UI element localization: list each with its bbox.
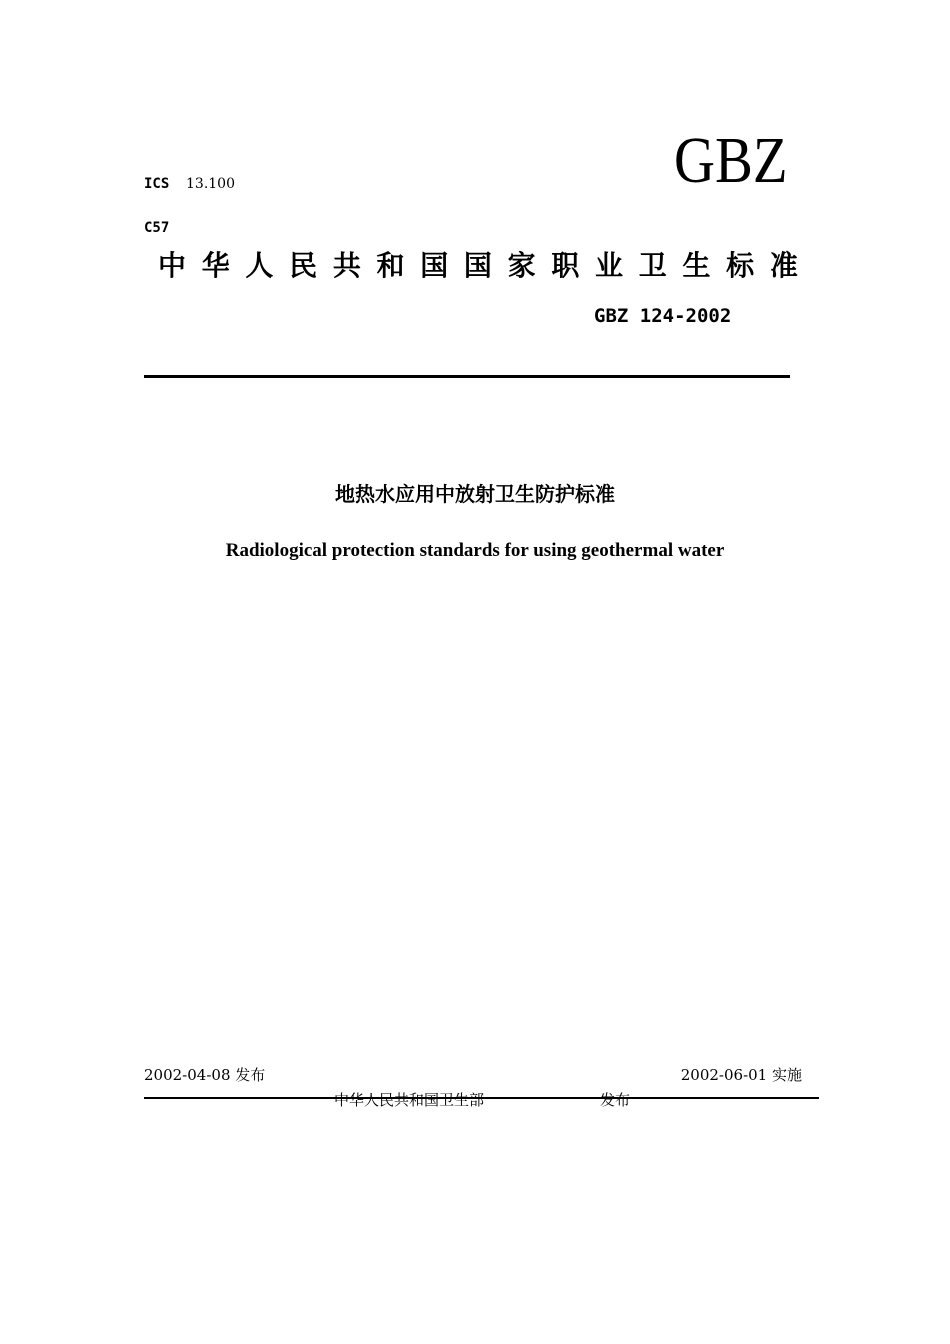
standard-type-char: 中 bbox=[158, 249, 187, 282]
implementation-date: 2002-06-01 实施 bbox=[680, 1066, 802, 1084]
standard-type-char: 标 bbox=[726, 249, 755, 282]
document-title-chinese: 地热水应用中放射卫生防护标准 bbox=[335, 482, 615, 506]
ics-code: 13.100 bbox=[186, 176, 235, 192]
standard-type-char: 业 bbox=[595, 249, 624, 282]
standard-number: GBZ 124-2002 bbox=[594, 305, 732, 327]
standard-type-char: 职 bbox=[551, 249, 580, 282]
document-title-english: Radiological protection standards for using geothermal water bbox=[225, 540, 725, 561]
ccs-code: C57 bbox=[144, 220, 170, 236]
issuer-action: 发布 bbox=[600, 1091, 631, 1109]
header-divider bbox=[144, 375, 790, 378]
standard-type-title bbox=[158, 250, 798, 282]
standard-type-char: 华 bbox=[201, 249, 230, 282]
standard-type-char: 生 bbox=[682, 249, 711, 282]
standard-type-char: 人 bbox=[245, 249, 274, 282]
issuer: 中华人民共和国卫生部 bbox=[334, 1091, 485, 1109]
standard-type-char: 民 bbox=[289, 249, 318, 282]
standard-type-char: 卫 bbox=[638, 249, 667, 282]
standard-mark: GBZ bbox=[674, 124, 788, 197]
standard-type-char: 准 bbox=[769, 249, 798, 282]
standard-type-char: 国 bbox=[463, 249, 492, 282]
standard-type-char: 和 bbox=[376, 249, 405, 282]
standard-type-char: 共 bbox=[332, 249, 361, 282]
issue-date: 2002-04-08 发布 bbox=[144, 1066, 266, 1084]
standard-type-char: 家 bbox=[507, 249, 536, 282]
standard-type-char: 国 bbox=[420, 249, 449, 282]
ics-label: ICS bbox=[144, 176, 170, 192]
